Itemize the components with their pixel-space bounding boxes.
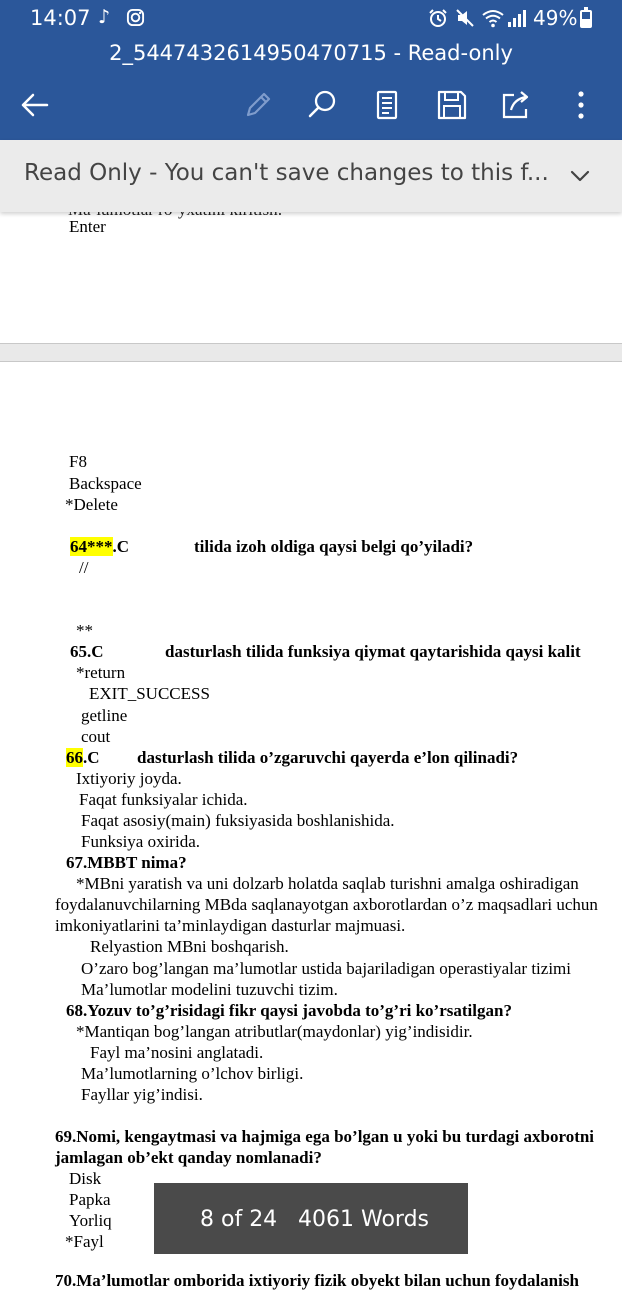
alarm-icon <box>428 8 448 33</box>
save-icon <box>430 83 474 127</box>
q69-option-4: *Fayl <box>65 1232 104 1251</box>
reading-view-icon <box>365 83 409 127</box>
q66-option-3: Faqat asosiy(main) fuksiyasida boshlanishida. <box>81 811 395 830</box>
q64-option-1: // <box>79 558 89 577</box>
instagram-icon <box>126 8 145 32</box>
q69-option-2: Papka <box>69 1190 111 1209</box>
pencil-icon <box>236 83 280 127</box>
tiktok-icon: ♪ <box>98 6 111 28</box>
q64-option-2: ** <box>76 621 93 640</box>
back-button[interactable] <box>13 83 57 127</box>
q68-option-3: Ma’lumotlarning o’lchov birligi. <box>81 1064 304 1083</box>
q70-question-cut: 70.Ma’lumotlar omborida ixtiyoriy fizik obyekt bilan uchun foydalanish <box>55 1271 579 1290</box>
q69-question-line-1: 69.Nomi, kengaytmasi va hajmiga ega bo’lgan u yoki bu turdagi axborotni <box>55 1127 595 1146</box>
q66-number-highlight: 66 <box>66 748 83 767</box>
q65-option-1: *return <box>76 663 126 682</box>
page-break <box>0 343 622 362</box>
status-time: 14:07 <box>30 6 91 30</box>
page-count: 8 of 24 <box>200 1207 278 1232</box>
search-button[interactable] <box>300 83 344 127</box>
more-options-button[interactable] <box>559 83 603 127</box>
q68-option-2: Fayl ma’nosini anglatadi. <box>90 1043 264 1062</box>
q65-number: 65.C <box>70 642 104 661</box>
q65-option-3: getline <box>81 706 128 725</box>
more-vertical-icon <box>559 83 603 127</box>
app-bar <box>0 37 622 140</box>
q68-option-1: *Mantiqan bog’langan atributlar(maydonlar) yig’indisidir. <box>76 1022 473 1041</box>
status-bar <box>0 0 622 37</box>
battery-icon <box>580 10 592 28</box>
q69-option-3: Yorliq <box>69 1211 112 1230</box>
q64-number <box>70 537 129 557</box>
q67-option-2: O’zaro bog’langan ma’lumotlar ustida bajariladigan operastiyalar tizimi <box>81 959 571 978</box>
battery-percent: 49% <box>533 6 578 30</box>
q67-answer-line-1: *MBni yaratish va uni dolzarb holatda saqlab turishni amalga oshiradigan <box>76 874 579 893</box>
q66-number <box>66 748 100 768</box>
q63-option-1: F8 <box>69 452 87 471</box>
read-only-banner[interactable] <box>0 140 622 212</box>
read-only-message: Read Only - You can't save changes to this f... <box>24 160 549 186</box>
q66-option-4: Funksiya oxirida. <box>81 832 200 851</box>
q69-question-line-2: jamlagan ob’ekt qanday nomlanadi? <box>55 1148 322 1167</box>
q67-option-1: Relyastion MBni boshqarish. <box>90 937 289 956</box>
q67-answer-line-3: imkoniyatlarini ta’minlaydigan dasturlar majmuasi. <box>55 916 406 935</box>
share-button[interactable] <box>494 83 538 127</box>
q63-option-3: *Delete <box>65 495 118 514</box>
q65-option-2: EXIT_SUCCESS <box>89 684 210 703</box>
q66-number-rest: .C <box>83 748 100 767</box>
q67-question: 67.MBBT nima? <box>66 853 187 872</box>
q64-number-rest: .C <box>112 537 130 556</box>
share-icon <box>494 83 538 127</box>
q65-question: dasturlash tilida funksiya qiymat qaytarishida qaysi kalit <box>165 642 581 661</box>
q68-question: 68.Yozuv to’g’risidagi fikr qaysi javobda to’g’ri ko’rsatilgan? <box>66 1001 512 1020</box>
q66-option-2: Faqat funksiyalar ichida. <box>79 790 248 809</box>
q68-option-4: Fayllar yig’indisi. <box>81 1085 203 1104</box>
q64-question: tilida izoh oldiga qaysi belgi qo’yiladi? <box>194 537 474 556</box>
doc-line-enter: Enter <box>69 217 106 236</box>
wifi-icon <box>481 8 505 33</box>
q69-option-1: Disk <box>69 1169 102 1188</box>
draw-button[interactable] <box>236 83 280 127</box>
back-arrow-icon <box>13 83 57 127</box>
search-icon <box>300 83 344 127</box>
mute-icon <box>455 8 475 33</box>
q64-number-highlight: 64*** <box>70 537 113 556</box>
document-title: 2_5447432614950470715 - Read-only <box>109 41 513 65</box>
page-counter-toast <box>154 1183 468 1254</box>
chevron-down-icon[interactable] <box>568 164 592 188</box>
word-count: 4061 Words <box>298 1207 429 1232</box>
q67-option-3: Ma’lumotlar modelini tuzuvchi tizim. <box>81 980 338 999</box>
q65-option-4: cout <box>81 727 111 746</box>
q67-answer-line-2: foydalanuvchilarning MBda saqlanayotgan axborotlardan o’z maqsadlari uchun <box>55 895 598 914</box>
q66-option-1: Ixtiyoriy joyda. <box>76 769 182 788</box>
q63-option-2: Backspace <box>69 474 142 493</box>
q66-question: dasturlash tilida o’zgaruvchi qayerda e’lon qilinadi? <box>137 748 519 767</box>
battery-fill <box>582 19 590 26</box>
save-button[interactable] <box>430 83 474 127</box>
reading-view-button[interactable] <box>365 83 409 127</box>
signal-icon <box>506 8 528 33</box>
